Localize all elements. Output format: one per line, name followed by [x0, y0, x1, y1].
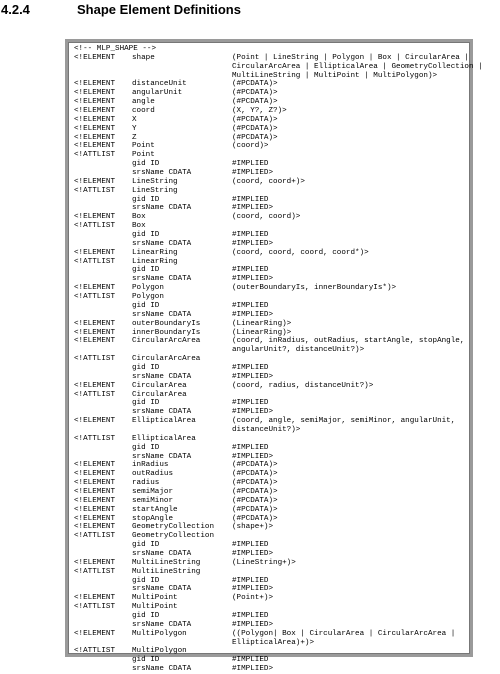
dtd-name: gid ID: [132, 266, 160, 275]
dtd-name: outRadius: [132, 470, 174, 479]
dtd-keyword: <!ATTLIST: [74, 434, 116, 443]
dtd-content-model: (#PCDATA)>: [232, 115, 278, 124]
dtd-content-model: #IMPLIED>: [232, 239, 274, 248]
dtd-name: Polygon: [132, 293, 164, 302]
dtd-keyword: <!ELEMENT: [74, 142, 116, 151]
dtd-content-model: #IMPLIED>: [232, 549, 274, 558]
dtd-content-model: (#PCDATA)>: [232, 80, 278, 89]
dtd-keyword: <!ELEMENT: [74, 284, 116, 293]
dtd-content-model: (#PCDATA)>: [232, 487, 278, 496]
dtd-name: CircularArcArea: [132, 337, 201, 346]
dtd-content-model: (#PCDATA)>: [232, 89, 278, 98]
dtd-name: radius: [132, 479, 160, 488]
dtd-content-model: #IMPLIED>: [232, 585, 274, 594]
dtd-name: GeometryCollection: [132, 532, 215, 541]
dtd-content-model: (coord)>: [232, 142, 269, 151]
dtd-content-model: (LinearRing)>: [232, 328, 292, 337]
dtd-name: outerBoundaryIs: [132, 319, 201, 328]
dtd-keyword: <!ELEMENT: [74, 213, 116, 222]
dtd-content-model: #IMPLIED: [232, 612, 269, 620]
dtd-name: innerBoundaryIs: [132, 328, 201, 337]
dtd-keyword: <!ELEMENT: [74, 319, 116, 328]
dtd-name: gid ID: [132, 399, 160, 408]
dtd-name: gid ID: [132, 160, 160, 169]
dtd-keyword: <!ATTLIST: [74, 151, 116, 160]
dtd-name: srsName CDATA: [132, 310, 192, 319]
dtd-content-model: (shape+)>: [232, 523, 274, 532]
dtd-keyword: <!ATTLIST: [74, 647, 116, 656]
dtd-content-model: (#PCDATA)>: [232, 461, 278, 470]
dtd-name: srsName CDATA: [132, 549, 192, 558]
dtd-content-model: (coord, inRadius, outRadius, startAngle, stopAngle,: [232, 337, 465, 346]
dtd-name: angle: [132, 98, 155, 107]
dtd-name: Z: [132, 133, 137, 142]
dtd-name: srsName CDATA: [132, 665, 192, 674]
dtd-name: gid ID: [132, 443, 160, 452]
dtd-name: gid ID: [132, 541, 160, 550]
dtd-name: gid ID: [132, 301, 160, 310]
dtd-content-model: (#PCDATA)>: [232, 470, 278, 479]
dtd-name: Box: [132, 222, 146, 231]
dtd-keyword: <!ELEMENT: [74, 487, 116, 496]
dtd-content-model: (coord, coord)>: [232, 213, 301, 222]
dtd-keyword: <!ATTLIST: [74, 567, 116, 576]
dtd-name: LinearRing: [132, 257, 178, 266]
dtd-content-model: distanceUnit?)>: [232, 425, 301, 434]
dtd-keyword: <!ELEMENT: [74, 53, 116, 62]
dtd-content-model: (#PCDATA)>: [232, 124, 278, 133]
dtd-name: srsName CDATA: [132, 408, 192, 417]
dtd-name: Point: [132, 151, 155, 160]
dtd-keyword: <!ELEMENT: [74, 115, 116, 124]
dtd-content-model: #IMPLIED: [232, 656, 269, 665]
dtd-content-model: (X, Y?, Z?)>: [232, 107, 287, 116]
dtd-content-model: (#PCDATA)>: [232, 133, 278, 142]
dtd-content-model: (coord, coord, coord, coord*)>: [232, 248, 369, 257]
dtd-name: stopAngle: [132, 514, 174, 523]
dtd-keyword: <!ATTLIST: [74, 390, 116, 399]
dtd-content-model: (outerBoundaryIs, innerBoundaryIs*)>: [232, 284, 397, 293]
dtd-keyword: <!ELEMENT: [74, 328, 116, 337]
dtd-name: distanceUnit: [132, 80, 187, 89]
dtd-keyword: <!ATTLIST: [74, 222, 116, 231]
dtd-keyword: <!ELEMENT: [74, 381, 116, 390]
dtd-name: gid ID: [132, 576, 160, 585]
dtd-content-model: #IMPLIED>: [232, 452, 274, 461]
dtd-content-model: #IMPLIED: [232, 301, 269, 310]
dtd-name: MultiPoint: [132, 603, 178, 612]
dtd-content-model: #IMPLIED: [232, 541, 269, 550]
dtd-keyword: <!ELEMENT: [74, 514, 116, 523]
dtd-name: Box: [132, 213, 146, 222]
dtd-content-model: (#PCDATA)>: [232, 479, 278, 488]
dtd-keyword: <!ELEMENT: [74, 496, 116, 505]
dtd-content-model: (#PCDATA)>: [232, 98, 278, 107]
dtd-keyword: <!ELEMENT: [74, 558, 116, 567]
dtd-name: CircularArcArea: [132, 355, 201, 364]
dtd-content-model: #IMPLIED: [232, 399, 269, 408]
dtd-content-model: #IMPLIED>: [232, 310, 274, 319]
dtd-name: srsName CDATA: [132, 585, 192, 594]
section-number: 4.2.4: [1, 2, 30, 17]
dtd-name: gid ID: [132, 231, 160, 240]
dtd-keyword: <!ELEMENT: [74, 417, 116, 426]
dtd-name: gid ID: [132, 363, 160, 372]
dtd-content-model: (Point+)>: [232, 594, 274, 603]
dtd-keyword: <!ELEMENT: [74, 124, 116, 133]
dtd-keyword: <!ATTLIST: [74, 186, 116, 195]
dtd-name: GeometryCollection: [132, 523, 215, 532]
dtd-content-model: (coord, radius, distanceUnit?)>: [232, 381, 374, 390]
dtd-content-model: (#PCDATA)>: [232, 514, 278, 523]
dtd-keyword: <!ELEMENT: [74, 80, 116, 89]
dtd-name: CircularArea: [132, 390, 187, 399]
dtd-keyword: <!ELEMENT: [74, 479, 116, 488]
dtd-keyword: <!ELEMENT: [74, 98, 116, 107]
dtd-content-model: (LineString+)>: [232, 558, 296, 567]
dtd-keyword: <!ELEMENT: [74, 505, 116, 514]
dtd-content-model: MultiLineString | MultiPoint | MultiPolygon)>: [232, 71, 438, 80]
dtd-content-model: #IMPLIED: [232, 443, 269, 452]
dtd-content-model: #IMPLIED: [232, 195, 269, 204]
dtd-keyword: <!ELEMENT: [74, 337, 116, 346]
dtd-content-model: #IMPLIED>: [232, 665, 274, 674]
dtd-content-model: #IMPLIED: [232, 160, 269, 169]
dtd-keyword: <!ELEMENT: [74, 177, 116, 186]
dtd-content-model: #IMPLIED>: [232, 204, 274, 213]
dtd-name: MultiPolygon: [132, 647, 187, 656]
dtd-name: X: [132, 115, 137, 124]
dtd-name: srsName CDATA: [132, 169, 192, 178]
dtd-name: Point: [132, 142, 155, 151]
dtd-name: Y: [132, 124, 137, 133]
dtd-name: srsName CDATA: [132, 275, 192, 284]
dtd-content-model: EllipticalArea)+)>: [232, 638, 315, 647]
dtd-keyword: <!ATTLIST: [74, 257, 116, 266]
dtd-name: srsName CDATA: [132, 452, 192, 461]
dtd-content-model: (coord, coord+)>: [232, 177, 305, 186]
dtd-content-model: #IMPLIED>: [232, 408, 274, 417]
dtd-name: shape: [132, 53, 155, 62]
dtd-name: LineString: [132, 177, 178, 186]
dtd-name: EllipticalArea: [132, 417, 196, 426]
dtd-keyword: <!ELEMENT: [74, 470, 116, 479]
dtd-keyword: <!ATTLIST: [74, 355, 116, 364]
dtd-content-model: angularUnit?, distanceUnit?)>: [232, 346, 365, 355]
section-title: Shape Element Definitions: [77, 2, 241, 17]
dtd-keyword: <!ELEMENT: [74, 523, 116, 532]
dtd-keyword: <!-- MLP_SHAPE -->: [74, 45, 157, 53]
dtd-content-model: (coord, angle, semiMajor, semiMinor, angularUnit,: [232, 417, 456, 426]
dtd-name: gid ID: [132, 656, 160, 665]
dtd-content-model: (LinearRing)>: [232, 319, 292, 328]
dtd-keyword: <!ELEMENT: [74, 89, 116, 98]
dtd-code-box: [65, 39, 483, 674]
dtd-name: semiMajor: [132, 487, 174, 496]
dtd-name: startAngle: [132, 505, 178, 514]
dtd-content-model: #IMPLIED>: [232, 275, 274, 284]
dtd-keyword: <!ELEMENT: [74, 107, 116, 116]
dtd-content-model: #IMPLIED: [232, 576, 269, 585]
dtd-name: gid ID: [132, 195, 160, 204]
dtd-content-model: ((Polygon| Box | CircularArea | CircularArcArea |: [232, 629, 456, 638]
dtd-keyword: <!ELEMENT: [74, 594, 116, 603]
dtd-name: srsName CDATA: [132, 372, 192, 381]
dtd-name: coord: [132, 107, 155, 116]
dtd-name: LineString: [132, 186, 178, 195]
dtd-keyword: <!ATTLIST: [74, 532, 116, 541]
dtd-name: LinearRing: [132, 248, 178, 257]
dtd-name: inRadius: [132, 461, 169, 470]
dtd-name: semiMinor: [132, 496, 174, 505]
dtd-keyword: <!ELEMENT: [74, 461, 116, 470]
dtd-keyword: <!ELEMENT: [74, 133, 116, 142]
dtd-name: MultiPolygon: [132, 629, 187, 638]
dtd-content-model: #IMPLIED>: [232, 169, 274, 178]
dtd-content-model: #IMPLIED: [232, 363, 269, 372]
dtd-keyword: <!ATTLIST: [74, 293, 116, 302]
dtd-content-model: #IMPLIED: [232, 266, 269, 275]
dtd-content-model: CircularArcArea | EllipticalArea | GeometryCollection |: [232, 62, 483, 71]
dtd-name: CircularArea: [132, 381, 187, 390]
dtd-keyword: <!ATTLIST: [74, 603, 116, 612]
dtd-content-model: #IMPLIED>: [232, 620, 274, 629]
dtd-name: Polygon: [132, 284, 164, 293]
dtd-keyword: <!ELEMENT: [74, 248, 116, 257]
dtd-content-model: (#PCDATA)>: [232, 505, 278, 514]
dtd-name: srsName CDATA: [132, 204, 192, 213]
dtd-name: MultiPoint: [132, 594, 178, 603]
section-heading: [0, 2, 500, 18]
dtd-name: MultiLineString: [132, 558, 201, 567]
dtd-content-model: (Point | LineString | Polygon | Box | CircularArea |: [232, 53, 469, 62]
dtd-name: srsName CDATA: [132, 620, 192, 629]
dtd-name: angularUnit: [132, 89, 183, 98]
dtd-name: EllipticalArea: [132, 434, 196, 443]
dtd-keyword: <!ELEMENT: [74, 629, 116, 638]
dtd-content-model: (#PCDATA)>: [232, 496, 278, 505]
dtd-content-model: #IMPLIED>: [232, 372, 274, 381]
dtd-content-model: #IMPLIED: [232, 231, 269, 240]
dtd-name: MultiLineString: [132, 567, 201, 576]
dtd-name: gid ID: [132, 612, 160, 620]
dtd-name: srsName CDATA: [132, 239, 192, 248]
